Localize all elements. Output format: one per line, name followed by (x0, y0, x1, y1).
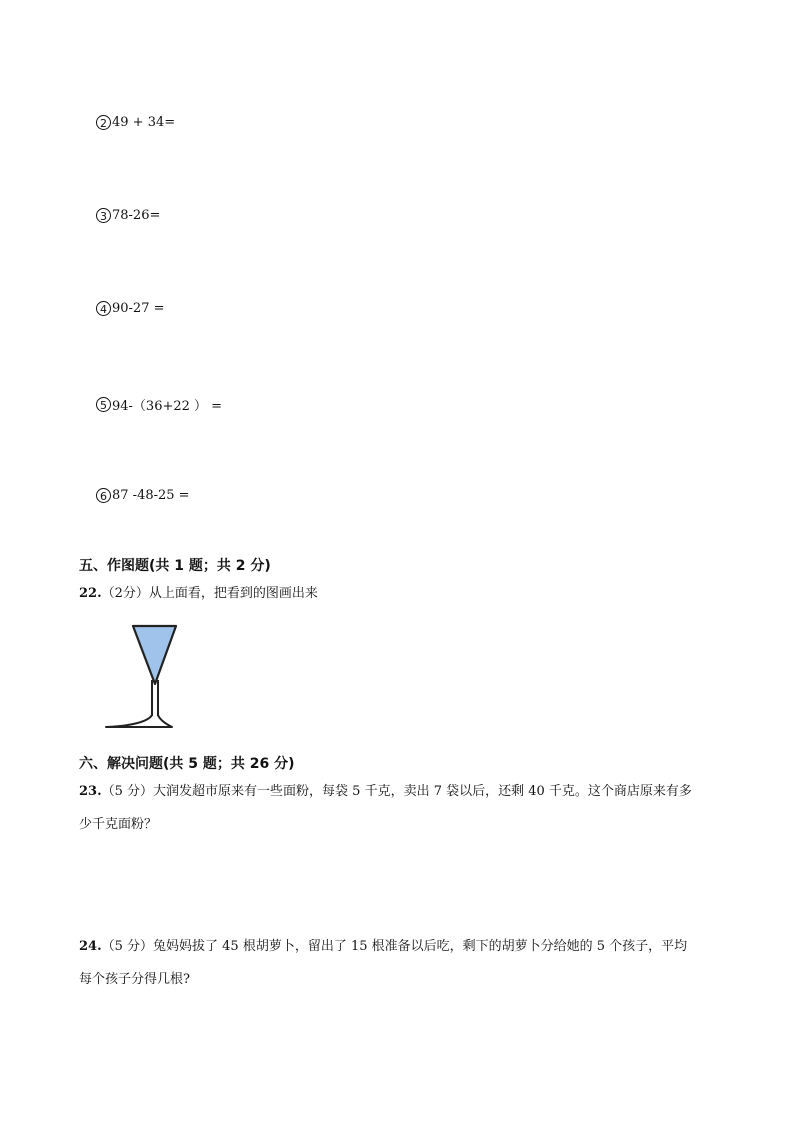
calc-expression: 87 -48-25 = (112, 488, 190, 503)
question-23-line2: 少千克面粉？ (79, 817, 158, 832)
calc-item-3 (96, 208, 160, 223)
circled-number: 2 (96, 115, 111, 130)
section-title-problems: 六、解决问题(共 5 题；共 26 分) (79, 756, 295, 772)
question-text: （2分）从上面看，把看到的图画出来 (101, 586, 318, 601)
calc-item-4 (96, 301, 165, 316)
circled-number: 6 (96, 488, 111, 503)
question-text-line1: （5 分）兔妈妈拔了 45 根胡萝卜，留出了 15 根准备以后吃，剩下的胡萝卜分给她的 5 个孩子，平均 (101, 939, 688, 954)
glass-base (106, 715, 172, 727)
goblet-picture (100, 620, 184, 732)
calc-expression: 49 + 34= (112, 115, 176, 130)
question-24-line2: 每个孩子分得几根? (79, 972, 190, 987)
section-title-drawing: 五、作图题(共 1 题；共 2 分) (79, 558, 271, 574)
question-number: 23. (79, 784, 102, 799)
calc-expression: 90-27 = (112, 301, 165, 316)
question-23 (79, 780, 692, 799)
calc-expression: 78-26= (112, 208, 161, 223)
question-number: 22. (79, 586, 102, 601)
calc-item-5 (96, 395, 222, 414)
circled-number: 5 (96, 397, 111, 412)
calc-item-2 (96, 115, 175, 130)
circled-number: 3 (96, 208, 111, 223)
glass-stem (152, 680, 158, 716)
question-text-line1: （5 分）大润发超市原来有一些面粉，每袋 5 千克，卖出 7 袋以后，还剩 40 千克。这个商店原来有多 (101, 784, 692, 799)
circled-number: 4 (96, 301, 111, 316)
question-number: 24. (79, 939, 102, 954)
question-22 (79, 582, 318, 601)
calc-item-6 (96, 488, 190, 503)
glass-liquid (133, 626, 176, 684)
calc-expression: 94-（36+22 ） = (112, 399, 223, 414)
question-24 (79, 935, 687, 954)
